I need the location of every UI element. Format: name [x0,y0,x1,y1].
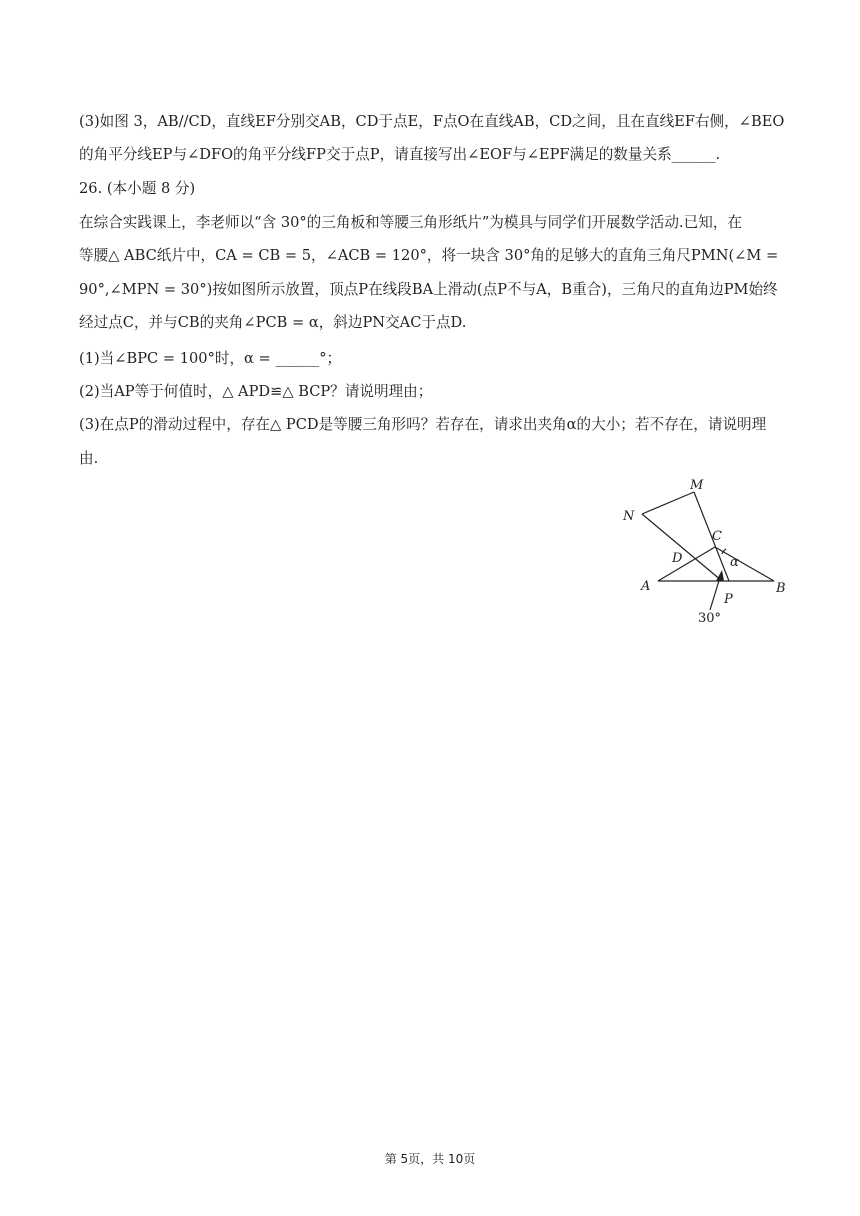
label-30-degrees: 30° [698,611,722,626]
label-B: B [776,581,786,596]
q26-part1: (1)当∠BPC = 100°时，α = ______°； [79,350,342,367]
label-N: N [623,509,635,524]
label-M: M [690,478,704,493]
q26-intro-line4: 经过点C，并与CB的夹角∠PCB = α，斜边PN交AC于点D. [79,314,467,331]
q25-part3-line2: 的角平分线EP与∠DFO的角平分线FP交于点P，请直接写出∠EOF与∠EPF满足的数量关系______. [79,146,721,163]
q26-part3-line1: (3)在点P的滑动过程中，存在△ PCD是等腰三角形吗？若存在，请求出夹角α的大小；若不存在，请说明理 [79,416,767,433]
label-alpha: α [730,555,739,570]
label-D: D [672,551,683,566]
q26-header: 26. (本小题 8 分) [79,180,196,197]
page-footer: 第 5页，共 10页 [384,1152,476,1166]
q26-part3-line2: 由. [79,450,99,467]
segment-AC [658,547,715,581]
arrow-30-head [716,570,724,581]
q26-intro-line3: 90°,∠MPN = 30°)按如图所示放置，顶点P在线段BA上滑动(点P不与A，B重合)，三角尺的直角边PM始终 [79,281,778,298]
q26-intro-line2: 等腰△ ABC纸片中，CA = CB = 5，∠ACB = 120°，将一块含 30°角的足够大的直角三角尺PMN(∠M = [79,247,779,264]
q25-part3-line1: (3)如图 3，AB//CD，直线EF分别交AB，CD于点E，F点O在直线AB，CD之间，且在直线EF右侧，∠BEO [79,113,785,130]
segment-CB [715,547,774,581]
q26-part2: (2)当AP等于何值时，△ APD≌△ BCP？请说明理由； [79,383,433,400]
label-A: A [641,579,651,594]
segment-NP [642,514,722,581]
geometry-figure [612,470,802,630]
label-C: C [712,529,722,544]
label-P: P [724,592,733,607]
segment-NM [642,492,694,514]
q26-intro-line1: 在综合实践课上，李老师以“含 30°的三角板和等腰三角形纸片”为模具与同学们开展数学活动.已知，在 [79,214,743,231]
